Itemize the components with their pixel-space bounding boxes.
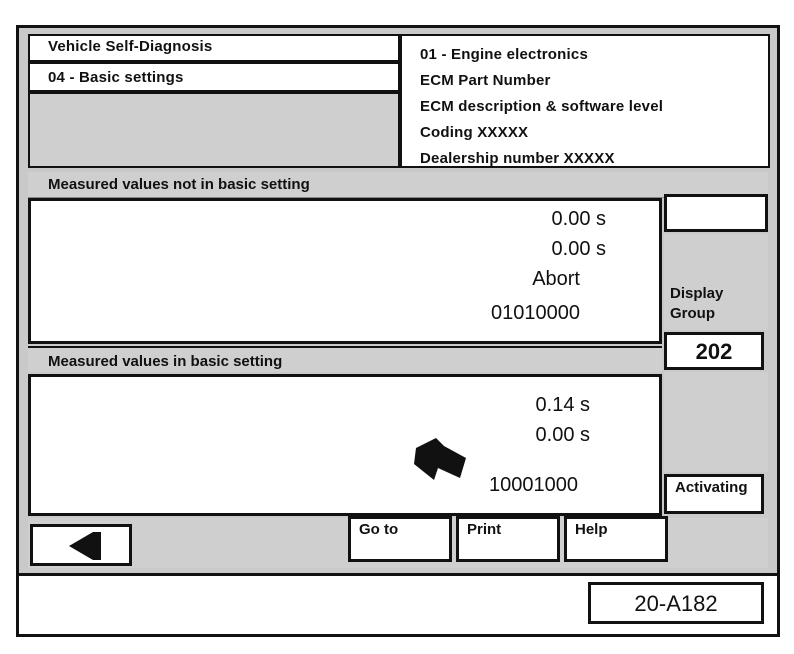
side-empty-button[interactable] — [664, 194, 768, 232]
value-row-4: 01010000 — [491, 302, 580, 324]
screen-title: Vehicle Self-Diagnosis — [48, 38, 213, 55]
display-group-number: 202 — [695, 339, 733, 364]
pointer-arrow-icon — [410, 434, 472, 486]
activating-button[interactable] — [664, 474, 764, 514]
print-button[interactable] — [456, 516, 560, 562]
info-line-coding: Coding XXXXX — [420, 124, 529, 141]
help-button[interactable] — [564, 516, 668, 562]
section-title-not-basic: Measured values not in basic setting — [48, 176, 310, 193]
section-title-basic: Measured values in basic setting — [48, 353, 283, 370]
section-header-not-basic — [28, 172, 768, 198]
info-line-description: ECM description & software level — [420, 98, 664, 115]
info-line-dealership: Dealership number XXXXX — [420, 150, 615, 167]
help-label: Help — [575, 521, 608, 538]
section-header-basic — [28, 346, 662, 372]
info-line-module: 01 - Engine electronics — [420, 46, 588, 63]
display-group-field[interactable] — [664, 332, 764, 370]
figure-id: 20-A182 — [634, 591, 718, 616]
blank-gray-panel — [28, 92, 400, 168]
function-name: 04 - Basic settings — [48, 69, 184, 86]
value-row-2: 0.00 s — [551, 238, 606, 260]
display-group-label: Display Group — [670, 285, 724, 322]
activating-label: Activating — [675, 479, 748, 496]
goto-label: Go to — [359, 521, 399, 538]
back-button[interactable] — [30, 524, 132, 566]
control-module-info — [400, 34, 770, 168]
side-gray-block-2 — [664, 372, 768, 472]
basic-value-row-1: 0.14 s — [535, 394, 590, 416]
goto-button[interactable] — [348, 516, 452, 562]
title-field — [28, 34, 400, 62]
info-line-part-number: ECM Part Number — [420, 72, 551, 89]
back-arrow-icon — [67, 531, 107, 561]
figure-id-box — [588, 582, 764, 624]
value-row-3: Abort — [532, 268, 580, 290]
basic-value-row-2: 0.00 s — [535, 424, 590, 446]
basic-value-row-4: 10001000 — [489, 474, 578, 496]
print-label: Print — [467, 521, 502, 538]
function-field — [28, 62, 400, 92]
value-row-1: 0.00 s — [551, 208, 606, 230]
